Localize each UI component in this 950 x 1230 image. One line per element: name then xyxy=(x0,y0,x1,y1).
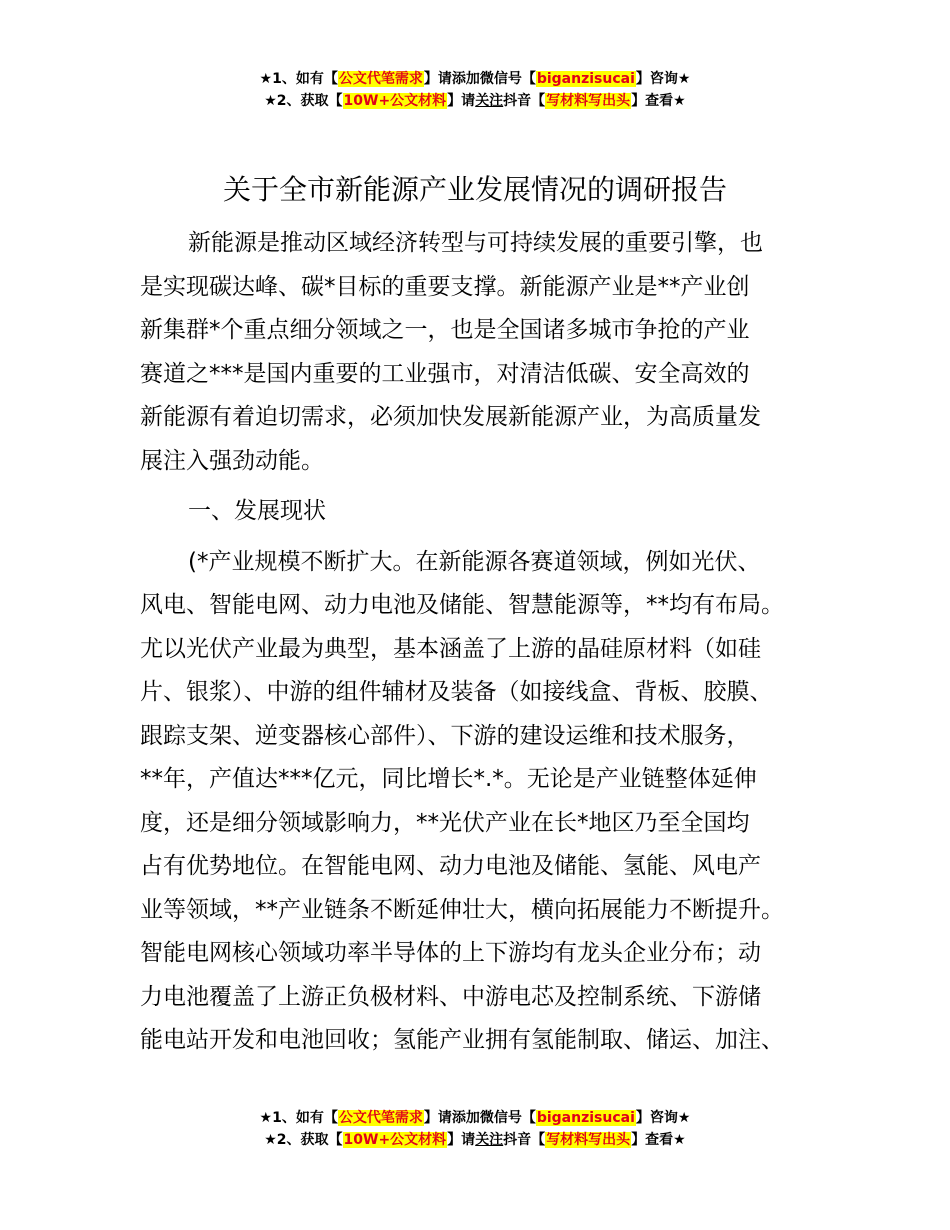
text-line: 业等领域，**产业链条不断延伸壮大，横向拓展能力不断提升。 xyxy=(140,896,784,923)
banner-highlight: 公文代笔需求 xyxy=(338,71,423,87)
text-line: 跟踪支架、逆变器核心部件）、下游的建设运维和技术服务， xyxy=(140,722,750,749)
banner-highlight: 10W+公文材料 xyxy=(343,93,447,109)
banner-text: 】咨询★ xyxy=(635,71,691,87)
text-line: 力电池覆盖了上游正负极材料、中游电芯及控制系统、下游储 xyxy=(140,983,761,1010)
banner-line-2 xyxy=(0,1129,950,1151)
wechat-id-highlight: biganzisucai xyxy=(536,1110,635,1126)
banner-highlight: 写材料写出头 xyxy=(546,93,631,109)
banner-text: 】请添加微信号【 xyxy=(423,1110,536,1126)
banner-line-2 xyxy=(0,90,950,112)
banner-line-1 xyxy=(0,1107,950,1129)
text-line: 风电、智能电网、动力电池及储能、智慧能源等，**均有布局。 xyxy=(140,592,784,618)
banner-text: 】咨询★ xyxy=(635,1110,691,1126)
text-line: 新能源是推动区域经济转型与可持续发展的重要引擎，也 xyxy=(188,230,763,256)
banner-highlight: 写材料写出头 xyxy=(546,1132,631,1148)
banner-text: 】请 xyxy=(447,1132,476,1148)
text-line: **年，产值达***亿元，同比增长*.*。无论是产业链整体延伸 xyxy=(140,766,757,792)
text-line: (*产业规模不断扩大。在新能源各赛道领域，例如光伏、 xyxy=(188,548,761,575)
text-line: 尤以光伏产业最为典型，基本涵盖了上游的晶硅原材料（如硅 xyxy=(140,635,761,662)
header-banner xyxy=(0,68,950,112)
banner-text: 】请添加微信号【 xyxy=(423,71,536,87)
text-line: 是实现碳达峰、碳*目标的重要支撑。新能源产业是**产业创 xyxy=(140,273,750,300)
banner-text: ★1、如有【 xyxy=(259,1110,338,1126)
wechat-id-highlight: biganzisucai xyxy=(536,71,635,87)
banner-underlined: 关注 xyxy=(475,93,504,109)
text-line: 展注入强劲动能。 xyxy=(140,447,324,474)
document-body xyxy=(140,222,812,1070)
text-line: 能电站开发和电池回收；氢能产业拥有氢能制取、储运、加注、 xyxy=(140,1027,784,1053)
section-heading xyxy=(140,490,812,534)
banner-text: 】请 xyxy=(447,93,476,109)
banner-text: ★2、获取【 xyxy=(264,93,343,109)
text-line: 占有优势地位。在智能电网、动力电池及储能、氢能、风电产 xyxy=(140,853,761,879)
banner-text: ★2、获取【 xyxy=(264,1132,343,1148)
paragraph-intro xyxy=(140,222,812,483)
document-title: 关于全市新能源产业发展情况的调研报告 xyxy=(222,173,727,206)
banner-text: 抖音【 xyxy=(503,93,546,109)
banner-underlined: 关注 xyxy=(475,1132,504,1148)
banner-text: ★1、如有【 xyxy=(259,71,338,87)
text-line: 片、银浆）、中游的组件辅材及装备（如接线盒、背板、胶膜、 xyxy=(140,679,773,705)
banner-highlight: 公文代笔需求 xyxy=(338,1110,423,1126)
text-line: 新集群*个重点细分领域之一，也是全国诸多城市争抢的产业 xyxy=(140,317,750,343)
text-line: 赛道之***是国内重要的工业强市，对清洁低碳、安全高效的 xyxy=(140,360,750,387)
heading-text: 一、发展现状 xyxy=(188,498,326,524)
banner-highlight: 10W+公文材料 xyxy=(343,1132,447,1148)
banner-line-1 xyxy=(0,68,950,90)
text-line: 度，还是细分领域影响力，**光伏产业在长*地区乃至全国均 xyxy=(140,809,750,836)
paragraph-status xyxy=(140,541,812,1063)
text-line: 智能电网核心领域功率半导体的上下游均有龙头企业分布；动 xyxy=(140,940,761,966)
footer-banner xyxy=(0,1107,950,1151)
banner-text: 】查看★ xyxy=(631,1132,686,1148)
banner-text: 抖音【 xyxy=(503,1132,546,1148)
banner-text: 】查看★ xyxy=(631,93,686,109)
text-line: 新能源有着迫切需求，必须加快发展新能源产业，为高质量发 xyxy=(140,404,761,430)
